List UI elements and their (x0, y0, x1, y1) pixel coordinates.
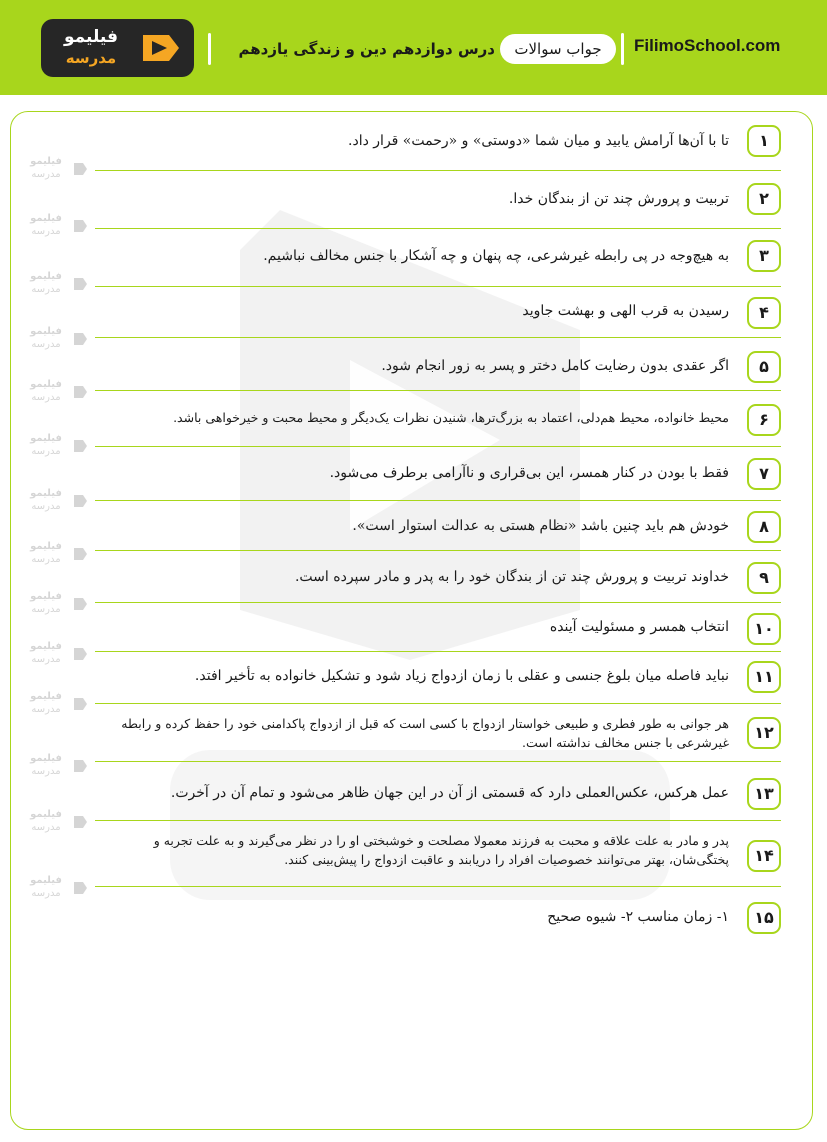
watermark-logo-icon (72, 758, 88, 774)
answer-text: به هیچ‌وجه در پی رابطه غیرشرعی، چه پنهان و چه آشکار با جنس مخالف نباشیم. (263, 248, 729, 264)
answer-number: ۱۲ (747, 717, 781, 749)
answer-text: نباید فاصله میان بلوغ جنسی و عقلی با زمان ازدواج زیاد شود و تشکیل خانواده به تأخیر افتد. (194, 668, 729, 684)
answers-badge: جواب سوالات (500, 34, 616, 64)
row-divider (95, 761, 781, 762)
watermark-logo-icon (72, 276, 88, 292)
document-title: درس دوازدهم دین و زندگی یازدهم (238, 40, 495, 58)
logo-name: فیلیمو (63, 27, 118, 47)
answer-number: ۱۰ (747, 613, 781, 645)
answer-row (95, 404, 781, 452)
side-watermark: فیلیمو مدرسه (22, 640, 92, 670)
answer-text: اگر عقدی بدون رضایت کامل دختر و پسر به زور انجام شود. (381, 358, 729, 374)
side-watermark: فیلیمو مدرسه (22, 270, 92, 300)
row-divider (95, 550, 781, 551)
answer-number: ۱۱ (747, 661, 781, 693)
side-watermark: فیلیمو مدرسه (22, 155, 92, 185)
side-watermark: فیلیمو مدرسه (22, 874, 92, 904)
row-divider (95, 390, 781, 391)
answer-text: محیط خانواده، محیط هم‌دلی، اعتماد به بزرگ‌ترها، شنیدن نظرات یک‌دیگر و محیط محبت و خیرخواهی باشد. (173, 410, 729, 425)
row-divider (95, 446, 781, 447)
side-watermark: فیلیمو مدرسه (22, 212, 92, 242)
row-divider (95, 500, 781, 501)
answer-text: خودش هم باید چنین باشد «نظام هستی به عدالت استوار است». (352, 518, 729, 534)
watermark-logo-icon (72, 696, 88, 712)
answer-row (95, 717, 781, 777)
row-divider (95, 170, 781, 171)
play-pencil-icon (139, 29, 181, 67)
answer-number: ۹ (747, 562, 781, 594)
side-watermark: فیلیمو مدرسه (22, 432, 92, 462)
row-divider (95, 602, 781, 603)
watermark-logo-icon (72, 646, 88, 662)
row-divider (95, 228, 781, 229)
side-watermark: فیلیمو مدرسه (22, 590, 92, 620)
answer-number: ۴ (747, 297, 781, 329)
row-divider (95, 820, 781, 821)
row-divider (95, 286, 781, 287)
answer-row (95, 351, 781, 399)
answer-number: ۸ (747, 511, 781, 543)
answer-text: انتخاب همسر و مسئولیت آینده (549, 619, 729, 635)
answer-text: ۱- زمان مناسب ۲- شیوه صحیح (547, 909, 729, 925)
watermark-logo-icon (72, 814, 88, 830)
row-divider (95, 651, 781, 652)
watermark-logo-icon (72, 596, 88, 612)
watermark-logo-icon (72, 331, 88, 347)
watermark-logo-icon (72, 161, 88, 177)
watermark-logo-icon (72, 438, 88, 454)
answer-number: ۷ (747, 458, 781, 490)
watermark-logo-icon (72, 384, 88, 400)
answer-number: ۵ (747, 351, 781, 383)
answer-number: ۱۳ (747, 778, 781, 810)
answer-row (95, 240, 781, 288)
watermark-logo-icon (72, 546, 88, 562)
site-url[interactable]: FilimoSchool.com (634, 36, 781, 55)
answer-row (95, 511, 781, 559)
watermark-logo-icon (72, 493, 88, 509)
answer-row (95, 902, 781, 950)
answer-row (95, 613, 781, 661)
answer-row (95, 661, 781, 709)
row-divider (95, 703, 781, 704)
answer-row (95, 183, 781, 231)
answer-row (95, 562, 781, 610)
row-divider (95, 886, 781, 887)
answer-text: تربیت و پرورش چند تن از بندگان خدا. (508, 191, 729, 207)
side-watermark: فیلیمو مدرسه (22, 690, 92, 720)
answer-number: ۳ (747, 240, 781, 272)
side-watermark: فیلیمو مدرسه (22, 752, 92, 782)
answer-number: ۲ (747, 183, 781, 215)
watermark-logo-icon (72, 880, 88, 896)
side-watermark: فیلیمو مدرسه (22, 487, 92, 517)
header-divider (621, 33, 624, 65)
side-watermark: فیلیمو مدرسه (22, 325, 92, 355)
answer-row (95, 297, 781, 345)
answer-row (95, 778, 781, 826)
header-divider (208, 33, 211, 65)
logo-sub: مدرسه (65, 49, 117, 67)
answer-number: ۶ (747, 404, 781, 436)
answer-number: ۱ (747, 125, 781, 157)
page-header (0, 0, 827, 95)
answer-text: هر جوانی به طور فطری و طبیعی خواستار ازدواج با کسی است که قبل از ازدواج پاکدامنی خود را حفظ کرده و رابطه غیرشرعی با جنس مخالف نداشته است. (121, 716, 729, 750)
answer-row (95, 833, 781, 900)
answer-text: فقط با بودن در کنار همسر، این بی‌قراری و ناآرامی برطرف می‌شود. (329, 465, 729, 481)
answer-text: تا با آن‌ها آرامش یابید و میان شما «دوستی» و «رحمت» قرار داد. (348, 133, 729, 149)
answer-text: عمل هرکس، عکس‌العملی دارد که قسمتی از آن در این جهان ظاهر می‌شود و تمام آن در آخرت. (170, 785, 729, 801)
side-watermark: فیلیمو مدرسه (22, 808, 92, 838)
answer-text: رسیدن به قرب الهی و بهشت جاوید (522, 303, 729, 319)
answer-number: ۱۵ (747, 902, 781, 934)
side-watermark: فیلیمو مدرسه (22, 378, 92, 408)
side-watermark: فیلیمو مدرسه (22, 540, 92, 570)
answer-row (95, 125, 781, 173)
answer-text: پدر و مادر به علت علاقه و محبت به فرزند معمولا مصلحت و خوشبختی او را در نظر می‌گیرند و به علت تجربه و پختگی‌شان، بهتر می‌توانند خصوصیات افراد را دریابند و عاقبت ازدواج را پیش‌بینی کنند. (153, 833, 729, 867)
answer-row (95, 458, 781, 506)
filimo-logo[interactable] (41, 19, 194, 77)
answer-text: خداوند تربیت و پرورش چند تن از بندگان خود را به پدر و مادر سپرده است. (294, 569, 729, 585)
answer-number: ۱۴ (747, 840, 781, 872)
row-divider (95, 337, 781, 338)
watermark-logo-icon (72, 218, 88, 234)
